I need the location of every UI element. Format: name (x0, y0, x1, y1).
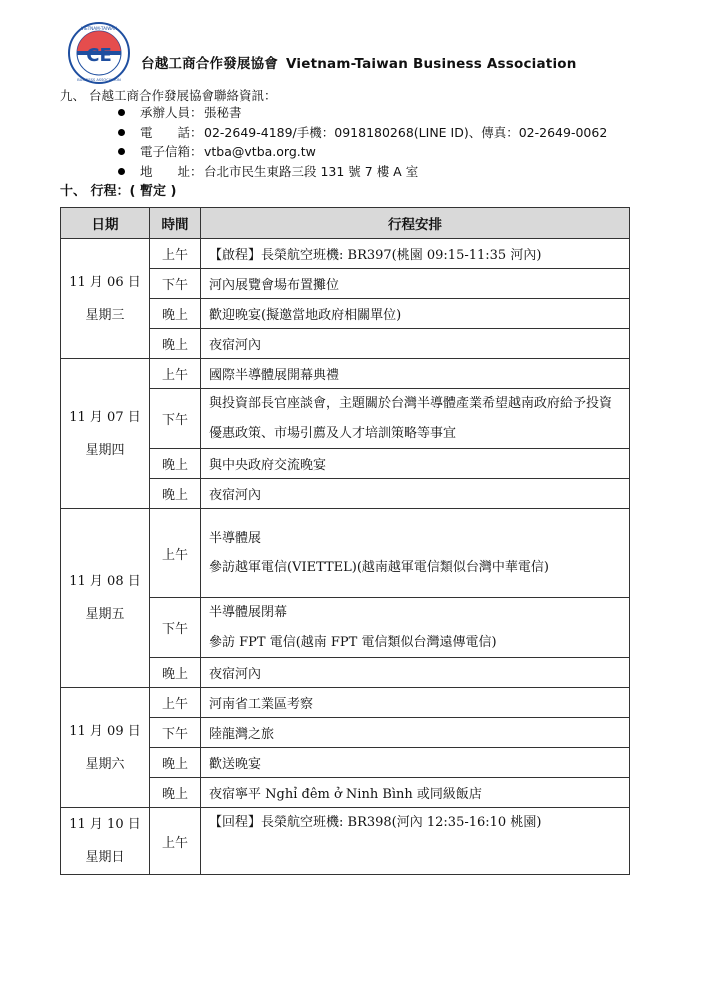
time-cell: 晚上 (150, 299, 201, 329)
activity-line: 半導體展閉幕 (209, 605, 288, 620)
organization-title (141, 52, 577, 72)
time-cell: 晚上 (150, 658, 201, 688)
activity-cell: 夜宿寧平 Nghỉ đêm ở Ninh Bình 或同級飯店 (201, 778, 630, 808)
activity-cell: 夜宿河內 (201, 479, 630, 509)
activity-cell: 歡迎晚宴(擬邀當地政府相關單位) (201, 299, 630, 329)
contact-list (118, 103, 607, 181)
time-cell: 下午 (150, 718, 201, 748)
activity-line: 參訪越軍電信(VIETTEL)(越南越軍電信類似台灣中華電信) (209, 560, 550, 575)
table-row (61, 239, 630, 269)
date-label: 11 月 07 日 (69, 409, 141, 425)
date-cell (61, 239, 150, 359)
table-row (61, 808, 630, 875)
contact-item (118, 123, 607, 143)
weekday-label: 星期五 (85, 607, 125, 622)
activity-line: 半導體展 (209, 530, 262, 546)
bullet-icon (118, 148, 125, 155)
contact-value: 台北市民生東路三段 131 號 7 樓 A 室 (204, 163, 419, 179)
organization-title-en: Vietnam-Taiwan Business Association (286, 56, 577, 72)
activity-cell: 河內展覽會場布置攤位 (201, 269, 630, 299)
activity-text: 【回程】長榮航空班機: BR398(河內 12:35-16:10 桃園) (209, 815, 542, 830)
column-header-time: 時間 (150, 208, 201, 239)
time-cell: 下午 (150, 389, 201, 449)
activity-cell: 夜宿河內 (201, 329, 630, 359)
bullet-icon (118, 168, 125, 175)
date-cell (61, 688, 150, 808)
activity-cell (201, 808, 630, 875)
weekday-label: 星期日 (85, 850, 125, 865)
date-label: 11 月 08 日 (69, 574, 141, 589)
date-label: 11 月 09 日 (69, 723, 141, 739)
bullet-icon (118, 129, 125, 136)
date-cell (61, 808, 150, 875)
activity-line: 參訪 FPT 電信(越南 FPT 電信類似台灣遠傳電信) (209, 634, 497, 650)
table-row (61, 688, 630, 718)
date-label: 11 月 10 日 (69, 817, 141, 832)
time-cell: 上午 (150, 808, 201, 875)
contact-label: 承辦人員： (140, 105, 203, 120)
column-header-date: 日期 (61, 208, 150, 239)
table-header-row (61, 208, 630, 239)
activity-cell: 國際半導體展開幕典禮 (201, 359, 630, 389)
association-logo (68, 22, 130, 84)
activity-cell: 陸龍灣之旅 (201, 718, 630, 748)
date-label: 11 月 06 日 (69, 274, 141, 290)
contact-label: 地 址： (140, 163, 203, 179)
date-cell (61, 359, 150, 509)
time-cell: 晚上 (150, 479, 201, 509)
time-cell: 上午 (150, 509, 201, 598)
contact-value: 02-2649-4189/手機：0918180268(LINE ID)、傳真：02-2649-0062 (204, 124, 608, 140)
activity-cell (201, 598, 630, 658)
itinerary-table (60, 207, 630, 875)
activity-cell: 歡送晚宴 (201, 748, 630, 778)
time-cell: 上午 (150, 239, 201, 269)
activity-text: 與投資部長官座談會，主題關於台灣半導體產業希望越南政府給予投資優惠政策、市場引薦及人才培訓策略等事宜 (209, 396, 613, 441)
contact-label: 電 話： (140, 124, 203, 140)
logo-initials: CE (86, 45, 112, 66)
weekday-label: 星期六 (85, 756, 125, 772)
time-cell: 上午 (150, 688, 201, 718)
weekday-label: 星期四 (85, 442, 125, 458)
time-cell: 晚上 (150, 329, 201, 359)
contact-item (118, 103, 607, 123)
contact-item (118, 142, 607, 162)
contact-label: 電子信箱： (140, 144, 203, 159)
column-header-activity: 行程安排 (201, 208, 630, 239)
bullet-icon (118, 109, 125, 116)
table-row (61, 359, 630, 389)
activity-cell: 夜宿河內 (201, 658, 630, 688)
contact-value: 張秘書 (204, 105, 242, 120)
contact-item (118, 162, 607, 182)
activity-cell: 【啟程】長榮航空班機: BR397(桃園 09:15-11:35 河內) (201, 239, 630, 269)
time-cell: 晚上 (150, 778, 201, 808)
activity-cell (201, 509, 630, 598)
date-cell (61, 509, 150, 688)
contact-email[interactable]: vtba@vtba.org.tw (204, 144, 316, 159)
time-cell: 下午 (150, 269, 201, 299)
weekday-label: 星期三 (85, 307, 125, 323)
time-cell: 上午 (150, 359, 201, 389)
logo-text-bottom: BUSINESS ASSOCIATION (77, 78, 121, 82)
time-cell: 晚上 (150, 748, 201, 778)
organization-title-zh: 台越工商合作發展協會 (141, 56, 278, 72)
itinerary-heading: 十、 行程：( 暫定 ) (60, 184, 177, 199)
table-row (61, 509, 630, 598)
time-cell: 晚上 (150, 449, 201, 479)
activity-cell: 與中央政府交流晚宴 (201, 449, 630, 479)
activity-cell (201, 389, 630, 449)
time-cell: 下午 (150, 598, 201, 658)
contact-heading: 九、 台越工商合作發展協會聯絡資訊： (60, 88, 277, 103)
activity-cell: 河南省工業區考察 (201, 688, 630, 718)
logo-text-top: VIETNAM-TAIWAN (80, 26, 118, 31)
